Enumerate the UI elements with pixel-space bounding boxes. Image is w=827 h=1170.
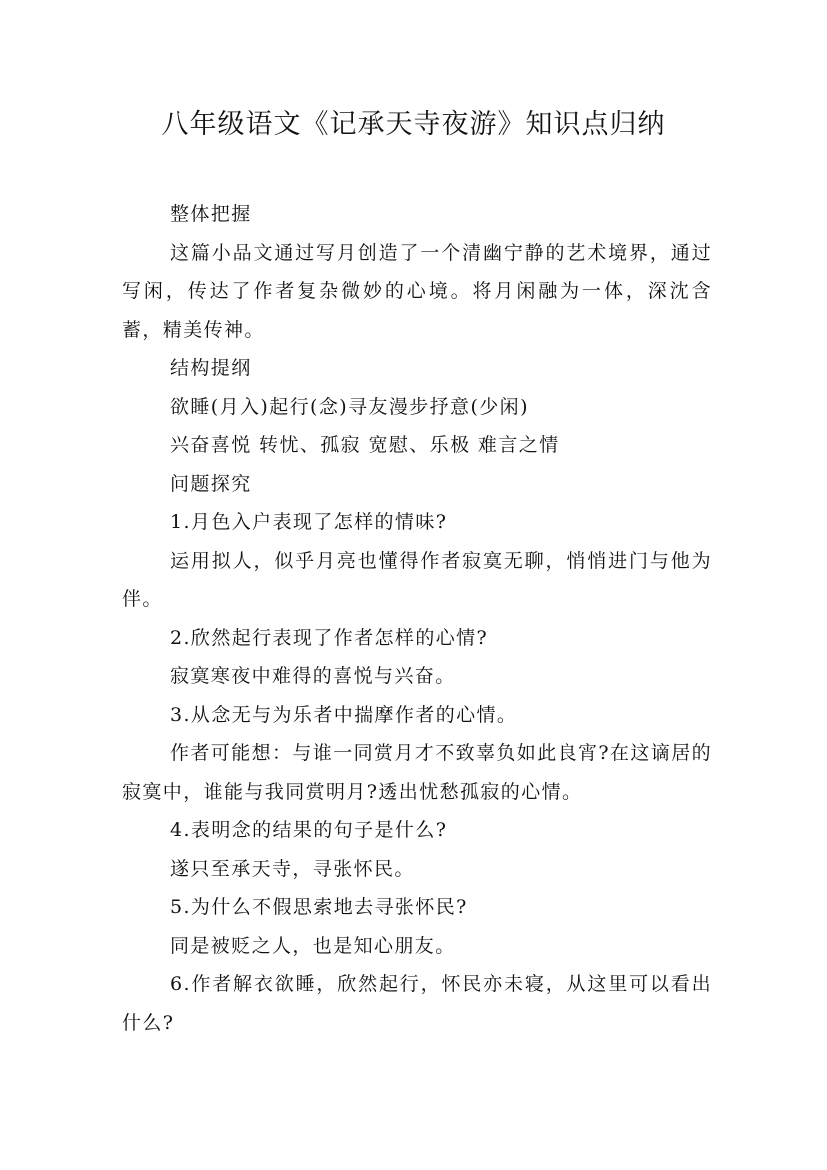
- answer-5: 同是被贬之人，也是知心朋友。: [170, 934, 456, 957]
- question-5: 5.为什么不假思索地去寻张怀民?: [170, 896, 468, 918]
- answer-4: 遂只至承天寺，寻张怀民。: [170, 857, 415, 880]
- paragraph-structure-line-2: 兴奋喜悦 转忧、孤寂 宽慰、乐极 难言之情: [170, 434, 560, 456]
- question-4: 4.表明念的结果的句子是什么?: [170, 819, 448, 841]
- question-2: 2.欣然起行表现了作者怎样的心情?: [170, 626, 489, 649]
- paragraph-overview-heading: 整体把握: [170, 203, 252, 225]
- question-3: 3.从念无与为乐者中揣摩作者的心情。: [170, 703, 518, 726]
- paragraph-structure-heading: 结构提纲: [170, 357, 252, 379]
- answer-2: 寂寞寒夜中难得的喜悦与兴奋。: [170, 665, 456, 687]
- document-body: [122, 195, 712, 1042]
- answer-1: 运用拟人，似乎月亮也懂得作者寂寞无聊，悄悄进门与他为伴。: [122, 549, 712, 610]
- question-1: 1.月色入户表现了怎样的情味?: [170, 511, 448, 533]
- paragraph-structure-line-1: 欲睡(月入)起行(念)寻友漫步抒意(少闲): [170, 395, 529, 418]
- paragraph-overview-text: 这篇小品文通过写月创造了一个清幽宁静的艺术境界，通过写闲，传达了作者复杂微妙的心境。将月闲融为一体，深沈含蓄，精美传神。: [122, 241, 712, 341]
- answer-3: 作者可能想：与谁一同赏月才不致辜负如此良宵?在这谪居的寂寞中，谁能与我同赏明月?透出忧愁孤寂的心情。: [122, 742, 712, 803]
- question-6: 6.作者解衣欲睡，欣然起行，怀民亦未寝，从这里可以看出什么?: [122, 973, 712, 1034]
- paragraph-questions-heading: 问题探究: [170, 472, 252, 495]
- document-title: 八年级语文《记承天寺夜游》知识点归纳: [161, 109, 666, 140]
